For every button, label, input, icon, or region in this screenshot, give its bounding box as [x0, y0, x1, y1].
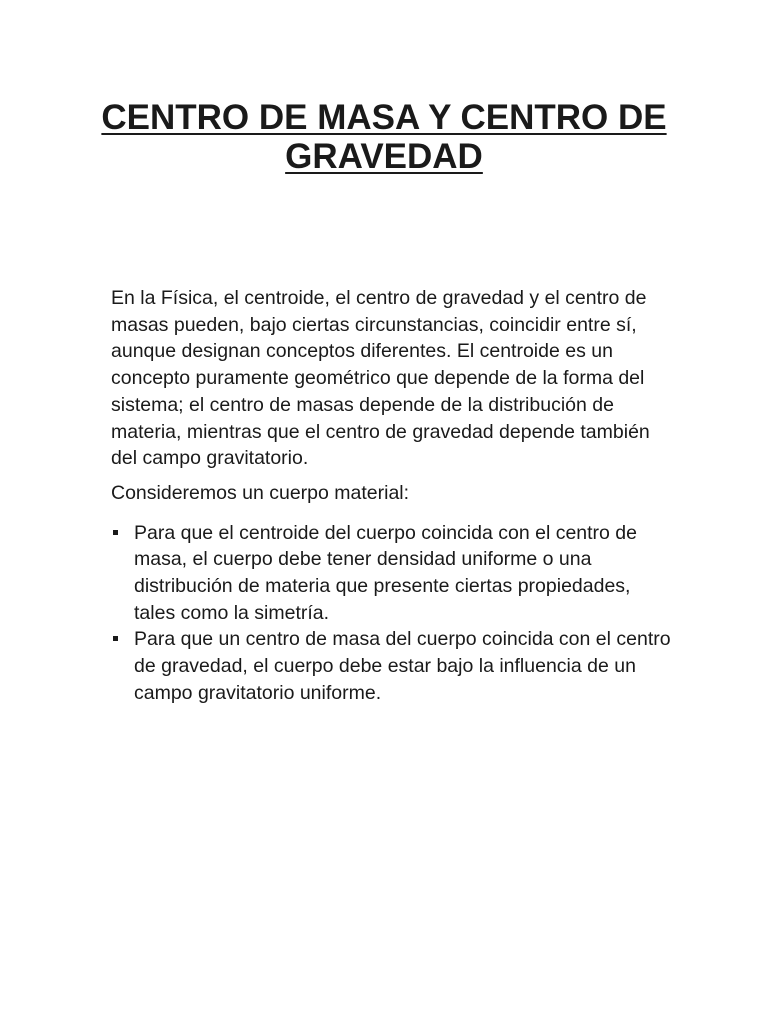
list-item-text: Para que el centroide del cuerpo coincida con el centro de masa, el cuerpo debe tener densidad uniforme o una distribución de materia que presente ciertas propiedades, tales como la simetría.: [134, 521, 637, 624]
square-bullet-icon: [113, 530, 118, 535]
list-item-text: Para que un centro de masa del cuerpo coincida con el centro de gravedad, el cuerpo debe estar bajo la influencia de un campo gravitatorio uniforme.: [134, 628, 671, 704]
bullet-list: [111, 520, 671, 707]
list-item: [111, 626, 671, 706]
list-intro: Consideremos un cuerpo material:: [111, 481, 410, 504]
intro-paragraph: En la Física, el centroide, el centro de gravedad y el centro de masas pueden, bajo ciertas circunstancias, coincidir entre sí, aunque designan conceptos diferentes. El centroide es un concepto puramente geométrico que depende de la forma del sistema; el centro de masas depende de la distribución de materia, mientras que el centro de gravedad depende también del campo gravitatorio.: [111, 287, 650, 470]
list-item: [111, 520, 671, 627]
page-title: CENTRO DE MASA Y CENTRO DE GRAVEDAD: [101, 98, 667, 176]
square-bullet-icon: [113, 636, 118, 641]
document-body: [111, 285, 671, 707]
